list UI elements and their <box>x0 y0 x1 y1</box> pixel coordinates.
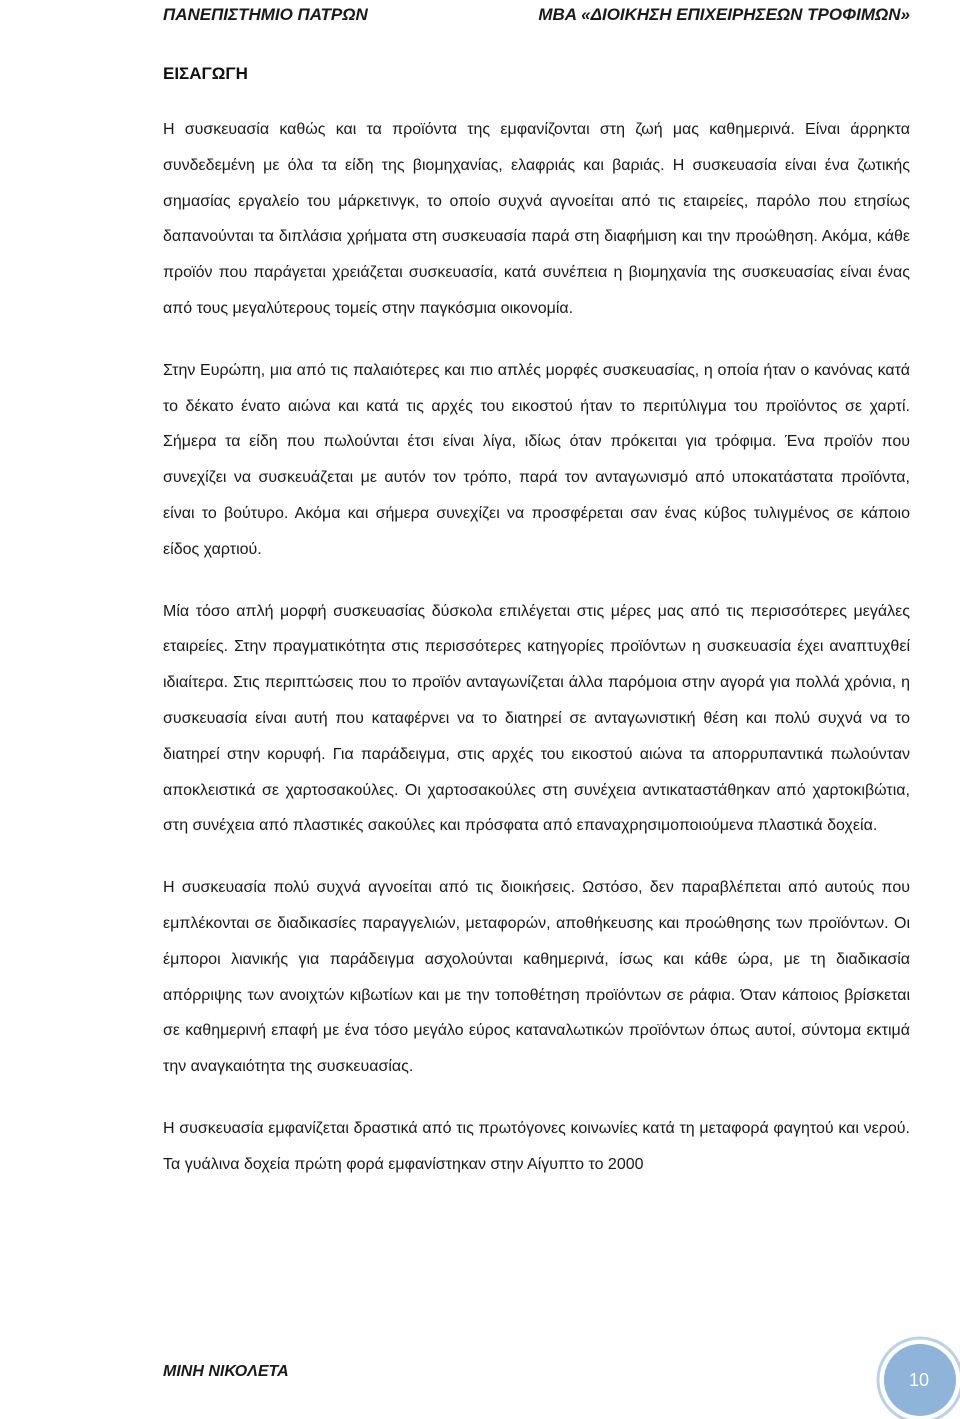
paragraph-1: Η συσκευασία καθώς και τα προϊόντα της εμφανίζονται στη ζωή μας καθημερινά. Είναι άρρηκτα συνδεδεμένη με όλα τα είδη της βιομηχανίας, ελαφριάς και βαριάς. Η συσκευασία είναι ένα ζωτικής σημασίας εργαλείο του μάρκετινγκ, το οποίο συχνά αγνοείται από τις εταιρείες, παρόλο που ετησίως δαπανούνται τα διπλάσια χρήματα στη συσκευασία παρά στη διαφήμιση και την προώθηση. Ακόμα, κάθε προϊόν που παράγεται χρειάζεται συσκευασία, κατά συνέπεια η βιομηχανία της συσκευασίας είναι ένας από τους μεγαλύτερους τομείς στην παγκόσμια οικονομία. <box>163 121 910 317</box>
page-header <box>163 0 910 30</box>
document-body <box>163 112 910 1209</box>
header-university: ΠΑΝΕΠΙΣΤΗΜΙΟ ΠΑΤΡΩΝ <box>163 5 368 24</box>
paragraph-4: Η συσκευασία πολύ συχνά αγνοείται από τις διοικήσεις. Ωστόσο, δεν παραβλέπεται από αυτούς που εμπλέκονται σε διαδικασίες παραγγελιών, μεταφορών, αποθήκευσης και προώθησης των προϊόντων. Οι έμποροι λιανικής για παράδειγμα ασχολούνται καθημερινά, ίσως και κάθε ώρα, με τη διαδικασία απόρριψης των ανοιχτών κιβωτίων και με την τοποθέτηση προϊόντων σε ράφια. Όταν κάποιος βρίσκεται σε καθημερινή επαφή με ένα τόσο μεγάλο εύρος καταναλωτικών προϊόντων όπως αυτοί, σύντομα εκτιμά την αναγκαιότητα της συσκευασίας. <box>163 879 910 1076</box>
paragraph-2: Στην Ευρώπη, μια από τις παλαιότερες και πιο απλές μορφές συσκευασίας, η οποία ήταν ο κανόνας κατά το δέκατο ένατο αιώνα και κατά τις αρχές του εικοστού ήταν το περιτύλιγμα του προϊόντος σε χαρτί. Σήμερα τα είδη που πωλούνται έτσι είναι λίγα, ιδίως όταν πρόκειται για τρόφιμα. Ένα προϊόν που συνεχίζει να συσκευάζεται με αυτόν τον τρόπο, παρά τον ανταγωνισμό από υποκατάστατα προϊόντα, είναι το βούτυρο. Ακόμα και σήμερα συνεχίζει να προσφέρεται σαν ένας κύβος τυλιγμένος σε κάποιο είδος χαρτιού. <box>163 361 910 558</box>
header-program: ΜΒΑ «ΔΙΟΙΚΗΣΗ ΕΠΙΧΕΙΡΗΣΕΩΝ ΤΡΟΦΙΜΩΝ» <box>538 5 910 24</box>
page-number-badge <box>876 1333 960 1419</box>
section-title: ΕΙΣΑΓΩΓΗ <box>163 64 248 83</box>
page-number: 10 <box>908 1369 930 1390</box>
paragraph-3: Μία τόσο απλή μορφή συσκευασίας δύσκολα επιλέγεται στις μέρες μας από τις περισσότερες μεγάλες εταιρείες. Στην πραγματικότητα στις περισσότερες κατηγορίες προϊόντων η συσκευασία έχει αναπτυχθεί ιδιαίτερα. Στις περιπτώσεις που το προϊόν ανταγωνίζεται άλλα παρόμοια στην αγορά για πολλά χρόνια, η συσκευασία είναι αυτή που καταφέρνει να το διατηρεί σε ανταγωνιστική θέση και πολύ συχνά να το διατηρεί στην κορυφή. Για παράδειγμα, στις αρχές του εικοστού αιώνα τα απορρυπαντικά πωλούνταν αποκλειστικά σε χαρτοσακούλες. Οι χαρτοσακούλες στη συνέχεια αντικαταστάθηκαν από χαρτοκιβώτια, στη συνέχεια από πλαστικές σακούλες και πρόσφατα από επαναχρησιμοποιούμενα πλαστικά δοχεία. <box>163 602 910 835</box>
paragraph-5: Η συσκευασία εμφανίζεται δραστικά από τις πρωτόγονες κοινωνίες κατά τη μεταφορά φαγητού και νερού. Τα γυάλινα δοχεία πρώτη φορά εμφανίστηκαν στην Αίγυπτο το 2000 <box>163 1119 910 1173</box>
footer-author: ΜΙΝΗ ΝΙΚΟΛΕΤΑ <box>163 1363 289 1380</box>
